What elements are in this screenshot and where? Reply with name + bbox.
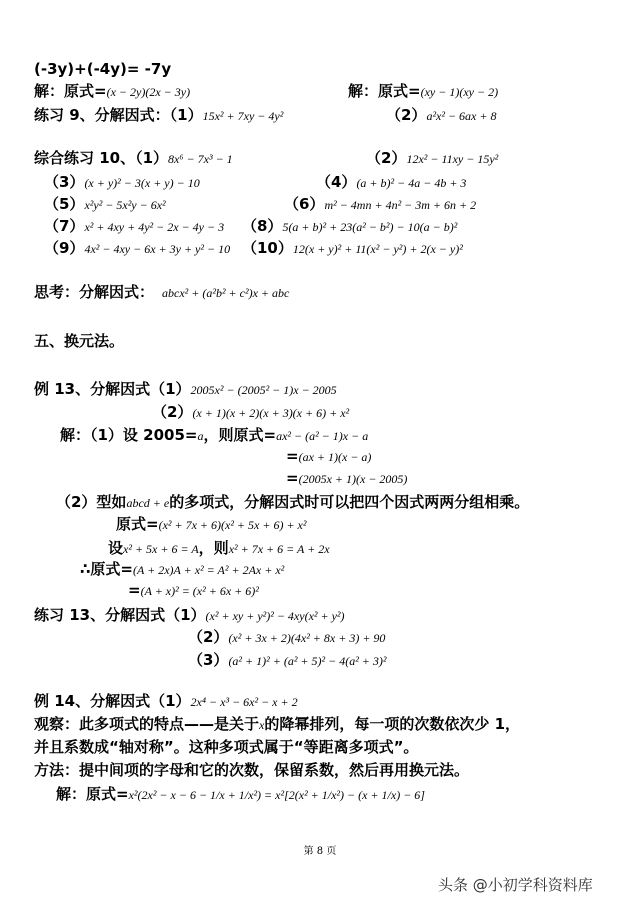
math-expression: (x² + 3x + 2)(4x² + 8x + 3) + 90: [228, 631, 386, 645]
observation-line: 并且系数成“轴对称”。这种多项式属于“等距离多项式”。: [34, 738, 419, 756]
solution-step: [128, 580, 259, 599]
label-text: 例 13、分解因式（1）: [34, 380, 191, 398]
label-text: （10）: [242, 239, 293, 257]
math-expression: abcd + e: [126, 496, 170, 510]
exercise-line: [242, 215, 457, 236]
label-text: （5）: [44, 195, 85, 213]
math-expression: (A + 2x)A + x² = A² + 2Ax + x²: [133, 563, 285, 577]
math-expression: 12x² − 11xy − 15y²: [406, 152, 499, 166]
label-text: （2）: [152, 403, 193, 421]
thinking-line: [34, 281, 289, 302]
text-line: (-3y)+(-4y)= -7y: [34, 60, 172, 78]
math-expression: (a + b)² − 4a − 4b + 3: [356, 176, 467, 190]
math-expression: (x + y)² − 3(x + y) − 10: [84, 176, 200, 190]
math-expression: x² + 4xy + 4y² − 2x − 4y − 3: [84, 220, 225, 234]
math-expression: (xy − 1)(xy − 2): [420, 85, 499, 99]
label-text: （4）: [316, 173, 357, 191]
label-text: 的降幂排列，每一项的次数依次少 1，: [264, 715, 521, 733]
math-variable: x: [259, 718, 265, 732]
label-text: （3）: [188, 651, 229, 669]
equals-sign: =: [286, 469, 299, 487]
exercise-line: [188, 649, 387, 670]
math-expression: 2x⁴ − x³ − 6x² − x + 2: [190, 695, 298, 709]
math-expression: abcx² + (a²b² + c²)x + abc: [162, 286, 290, 300]
math-expression: 8x⁶ − 7x³ − 1: [168, 152, 233, 166]
math-expression: x²(2x² − x − 6 − 1/x + 1/x²) = x²[2(x² + 1/x²) − (x + 1/x) − 6]: [128, 788, 425, 802]
label-text: 的多项式，分解因式时可以把四个因式两两分组相乘。: [169, 493, 530, 511]
label-text: （7）: [44, 217, 85, 235]
solution-line: [348, 80, 498, 101]
label-text: （2）: [386, 106, 427, 124]
exercise-line: [44, 171, 200, 192]
label-text: （3）: [44, 173, 85, 191]
math-expression: 4x² − 4xy − 6x + 3y + y² − 10: [84, 242, 231, 256]
label-text: ∴原式=: [80, 560, 134, 578]
label-text: （8）: [242, 217, 283, 235]
exercise-line: [34, 604, 345, 625]
label-text: 思考：分解因式：: [34, 283, 155, 301]
label-text: （2）型如: [56, 493, 127, 511]
math-expression: 12(x + y)² + 11(x² − y²) + 2(x − y)²: [292, 242, 463, 256]
label-text: 解：原式=: [348, 82, 421, 100]
watermark: 头条 @小初学科资料库: [438, 876, 593, 894]
solution-line: [60, 424, 368, 445]
math-expression: (2005x + 1)(x − 2005): [298, 472, 408, 486]
math-expression: 2005x² − (2005² − 1)x − 2005: [190, 383, 337, 397]
example-line: [152, 401, 349, 422]
solution-step: [286, 468, 407, 487]
math-expression: 15x² + 7xy − 4y²: [202, 109, 284, 123]
label-text: 例 14、分解因式（1）: [34, 692, 191, 710]
exercise-line: [242, 237, 463, 258]
solution-step: [116, 513, 306, 534]
exercise-line: [44, 237, 230, 258]
page-number: 第 8 页: [303, 846, 337, 857]
math-variable: a: [197, 429, 204, 443]
solution-step: [108, 537, 330, 558]
label-text: 观察：此多项式的特点——是关于: [34, 715, 260, 733]
math-expression: (A + x)² = (x² + 6x + 6)²: [140, 584, 259, 598]
solution-step: [80, 558, 284, 579]
label-text: （2）: [366, 149, 407, 167]
label-text: 解：原式=: [56, 785, 129, 803]
label-text: （2）: [188, 628, 229, 646]
observation-line: [34, 713, 520, 734]
solution-line: [34, 80, 190, 101]
exercise-line: [366, 147, 498, 168]
math-expression: 5(a + b)² + 23(a² − b²) − 10(a − b)²: [282, 220, 458, 234]
example-line: [34, 690, 298, 711]
math-expression: ax² − (a² − 1)x − a: [276, 429, 369, 443]
label-text: ，则: [198, 539, 229, 557]
explanation-line: [56, 491, 529, 512]
label-text: 综合练习 10、（1）: [34, 149, 169, 167]
label-text: 设: [108, 539, 124, 557]
math-expression: (x + 1)(x + 2)(x + 3)(x + 6) + x²: [192, 406, 350, 420]
example-line: [34, 378, 337, 399]
math-expression: (ax + 1)(x − a): [298, 450, 372, 464]
label-text: 解：（1）设 2005=: [60, 426, 198, 444]
section-heading: 五、换元法。: [34, 332, 125, 350]
exercise-line: [188, 626, 385, 647]
math-expression: (a² + 1)² + (a² + 5)² − 4(a² + 3)²: [228, 654, 387, 668]
method-line: 方法：提中间项的字母和它的次数，保留系数，然后再用换元法。: [34, 761, 470, 779]
exercise-line: [316, 171, 466, 192]
exercise-line: [386, 104, 496, 125]
label-text: （6）: [284, 195, 325, 213]
label-text: 练习 13、分解因式（1）: [34, 606, 206, 624]
math-expression: x² + 7x + 6 = A + 2x: [228, 542, 330, 556]
exercise-line: [34, 104, 283, 125]
label-text: （9）: [44, 239, 85, 257]
math-expression: (x − 2y)(2x − 3y): [106, 85, 191, 99]
math-expression: a²x² − 6ax + 8: [426, 109, 497, 123]
math-expression: (x² + xy + y²)² − 4xy(x² + y²): [205, 609, 345, 623]
label-text: 练习 9、分解因式：（1）: [34, 106, 203, 124]
label-text: 原式=: [116, 515, 159, 533]
equals-sign: =: [286, 447, 299, 465]
exercise-line: [44, 215, 224, 236]
math-expression: x² + 5x + 6 = A: [123, 542, 199, 556]
exercise-line: [284, 193, 476, 214]
solution-step: [286, 446, 371, 465]
exercise-line: [44, 193, 166, 214]
solution-line: [56, 783, 425, 804]
math-expression: x²y² − 5x²y − 6x²: [84, 198, 166, 212]
label-text: 解：原式=: [34, 82, 107, 100]
math-expression: m² − 4mn + 4n² − 3m + 6n + 2: [324, 198, 477, 212]
equals-sign: =: [128, 581, 141, 599]
math-expression: (x² + 7x + 6)(x² + 5x + 6) + x²: [158, 518, 307, 532]
exercise-line: [34, 147, 233, 168]
label-text: ，则原式=: [203, 426, 277, 444]
